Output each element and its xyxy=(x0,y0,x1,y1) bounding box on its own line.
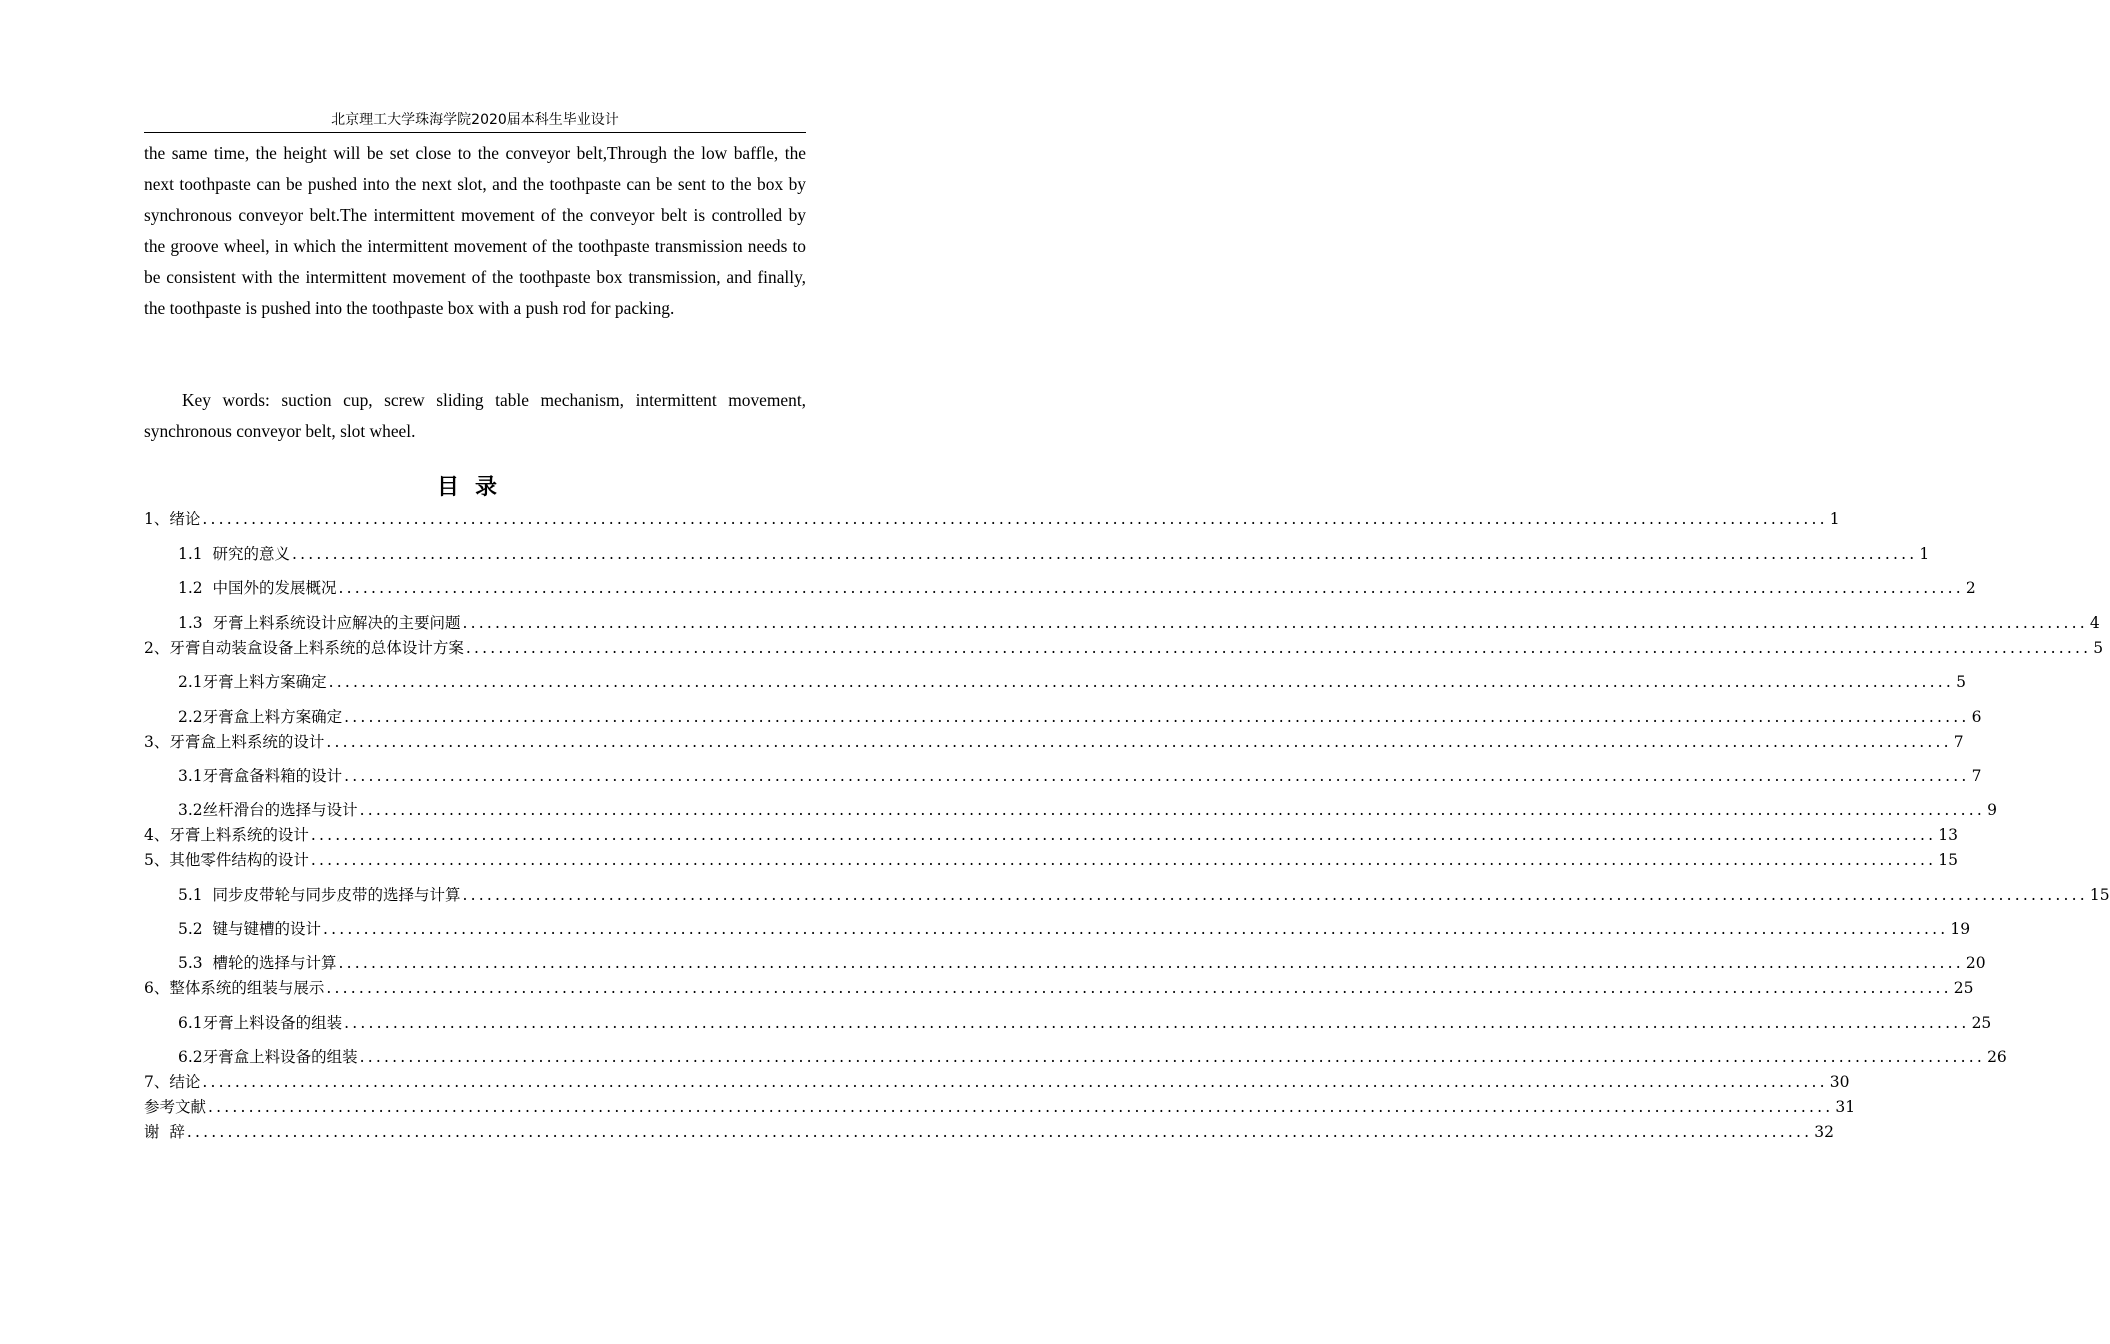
toc-entry-label: 1.2 中国外的发展概况 xyxy=(178,579,337,597)
toc-page-number: 25 xyxy=(1971,1014,1992,1032)
toc-entry-label: 5、其他零件结构的设计 xyxy=(144,851,309,869)
toc-entry[interactable] xyxy=(144,977,1974,999)
toc-dot-leader: ........................................................................................................................................................................................................ xyxy=(462,614,2088,632)
toc-entry[interactable] xyxy=(161,612,2100,634)
toc-dot-leader: ........................................................................................................................................................................................................ xyxy=(328,673,1955,691)
toc-entry[interactable] xyxy=(161,706,1982,728)
toc-dot-leader: ........................................................................................................................................................................................................ xyxy=(202,510,1828,528)
toc-title: 目录 xyxy=(436,474,513,500)
toc-entry[interactable] xyxy=(161,577,1976,599)
toc-entry[interactable] xyxy=(161,799,1997,821)
toc-dot-leader: ........................................................................................................................................................................................................ xyxy=(338,954,1964,972)
toc-page-number: 20 xyxy=(1965,954,1986,972)
toc-dot-leader: ........................................................................................................................................................................................................ xyxy=(344,1014,1970,1032)
toc-entry-label: 2.1牙膏上料方案确定 xyxy=(178,673,327,691)
toc-entry-label: 2.2牙膏盒上料方案确定 xyxy=(178,708,343,726)
toc-page-number: 15 xyxy=(2089,886,2110,904)
toc-page-number: 25 xyxy=(1953,979,1974,997)
toc-entry-label: 4、牙膏上料系统的设计 xyxy=(144,826,309,844)
toc-dot-leader: ........................................................................................................................................................................................................ xyxy=(326,979,1952,997)
toc-page-number: 9 xyxy=(1987,801,1997,819)
toc-page-number: 4 xyxy=(2089,614,2100,632)
toc-dot-leader: ........................................................................................................................................................................................................ xyxy=(344,767,1970,785)
keywords-block xyxy=(144,385,806,447)
toc-page-number: 26 xyxy=(1987,1048,2007,1066)
toc-dot-leader: ........................................................................................................................................................................................................ xyxy=(326,733,1952,751)
toc-entry[interactable] xyxy=(144,731,1964,753)
toc-page-number: 6 xyxy=(1971,708,1982,726)
toc-entry-label: 6.1牙膏上料设备的组装 xyxy=(178,1014,343,1032)
toc-dot-leader: ........................................................................................................................................................................................................ xyxy=(310,826,1937,844)
toc-entry[interactable] xyxy=(144,1121,1834,1143)
abstract-continued xyxy=(144,138,806,324)
toc-entry[interactable] xyxy=(161,765,1982,787)
toc-entry-label: 1.1 研究的意义 xyxy=(178,545,291,563)
toc-dot-leader: ........................................................................................................................................................................................................ xyxy=(338,579,1964,597)
toc-entry-label: 6、整体系统的组装与展示 xyxy=(144,979,325,997)
toc-entry-label: 3.2丝杆滑台的选择与设计 xyxy=(178,801,358,819)
toc-entry[interactable] xyxy=(161,671,1966,693)
toc-page-number: 5 xyxy=(1956,673,1966,691)
toc-page-number: 31 xyxy=(1835,1098,1856,1116)
toc-dot-leader: ........................................................................................................................................................................................................ xyxy=(202,1073,1828,1091)
toc-page-number: 2 xyxy=(1965,579,1976,597)
toc-entry-label: 6.2牙膏盒上料设备的组装 xyxy=(178,1048,358,1066)
toc-entry[interactable] xyxy=(144,637,2104,659)
toc-page-number: 7 xyxy=(1971,767,1982,785)
toc-page-number: 30 xyxy=(1829,1073,1850,1091)
toc-dot-leader: ........................................................................................................................................................................................................ xyxy=(310,851,1937,869)
toc-dot-leader: ........................................................................................................................................................................................................ xyxy=(359,1048,1986,1066)
toc-entry-label: 7、结论 xyxy=(144,1073,201,1091)
toc-entry-label: 3.1牙膏盒备料箱的设计 xyxy=(178,767,343,785)
toc-entry[interactable] xyxy=(161,952,1986,974)
toc-entry-label: 谢 辞 xyxy=(144,1123,185,1141)
toc-dot-leader: ........................................................................................................................................................................................................ xyxy=(465,639,2092,657)
toc-entry-label: 5.1 同步皮带轮与同步皮带的选择与计算 xyxy=(178,886,461,904)
toc-entry-label: 3、牙膏盒上料系统的设计 xyxy=(144,733,325,751)
toc-page-number: 19 xyxy=(1950,920,1971,938)
running-header: 北京理工大学珠海学院2020届本科生毕业设计 xyxy=(331,112,619,128)
toc-entry[interactable] xyxy=(144,824,1959,846)
toc-entry[interactable] xyxy=(161,1046,2007,1068)
toc-entry-label: 5.3 槽轮的选择与计算 xyxy=(178,954,337,972)
toc-page-number: 1 xyxy=(1919,545,1930,563)
toc-entry[interactable] xyxy=(161,543,1930,565)
keywords-paragraph: Key words: suction cup, screw sliding table mechanism, intermittent movement, synchronous conveyor belt, slot wheel. xyxy=(144,390,806,441)
toc-entry[interactable] xyxy=(161,1012,1992,1034)
header-rule xyxy=(144,132,806,133)
toc-entry[interactable] xyxy=(144,1071,1850,1093)
toc-page-number: 15 xyxy=(1938,851,1959,869)
toc-entry-label: 1.3 牙膏上料系统设计应解决的主要问题 xyxy=(178,614,461,632)
toc-page-number: 5 xyxy=(2093,639,2104,657)
toc-entry[interactable] xyxy=(144,508,1840,530)
toc-entry[interactable] xyxy=(144,1096,1856,1118)
toc-page-number: 13 xyxy=(1938,826,1959,844)
toc-dot-leader: ........................................................................................................................................................................................................ xyxy=(323,920,1949,938)
toc-page-number: 7 xyxy=(1953,733,1964,751)
toc-page-number: 32 xyxy=(1814,1123,1834,1141)
toc-dot-leader: ........................................................................................................................................................................................................ xyxy=(186,1123,1813,1141)
toc-dot-leader: ........................................................................................................................................................................................................ xyxy=(208,1098,1834,1116)
toc-entry-label: 1、绪论 xyxy=(144,510,201,528)
toc-entry[interactable] xyxy=(161,918,1971,940)
toc-page-number: 1 xyxy=(1829,510,1840,528)
toc-dot-leader: ........................................................................................................................................................................................................ xyxy=(344,708,1970,726)
toc-entry-label: 2、牙膏自动装盒设备上料系统的总体设计方案 xyxy=(144,639,464,657)
toc-dot-leader: ........................................................................................................................................................................................................ xyxy=(359,801,1986,819)
toc-dot-leader: ........................................................................................................................................................................................................ xyxy=(462,886,2088,904)
toc-entry[interactable] xyxy=(144,849,1959,871)
abstract-paragraph: the same time, the height will be set close to the conveyor belt,Through the low baffle, the next toothpaste can be pushed into the next slot, and the toothpaste can be sent to the box by synchronous conveyor belt.The intermittent movement of the conveyor belt is controlled by the groove wheel, in which the intermittent movement of the toothpaste transmission needs to be consistent with the intermittent movement of the toothpaste box transmission, and finally, the toothpaste is pushed into the toothpaste box with a push rod for packing. xyxy=(144,143,806,318)
toc-dot-leader: ........................................................................................................................................................................................................ xyxy=(292,545,1918,563)
toc-entry-label: 参考文献 xyxy=(144,1098,207,1116)
toc-entry-label: 5.2 键与键槽的设计 xyxy=(178,920,322,938)
toc-entry[interactable] xyxy=(161,884,2110,906)
